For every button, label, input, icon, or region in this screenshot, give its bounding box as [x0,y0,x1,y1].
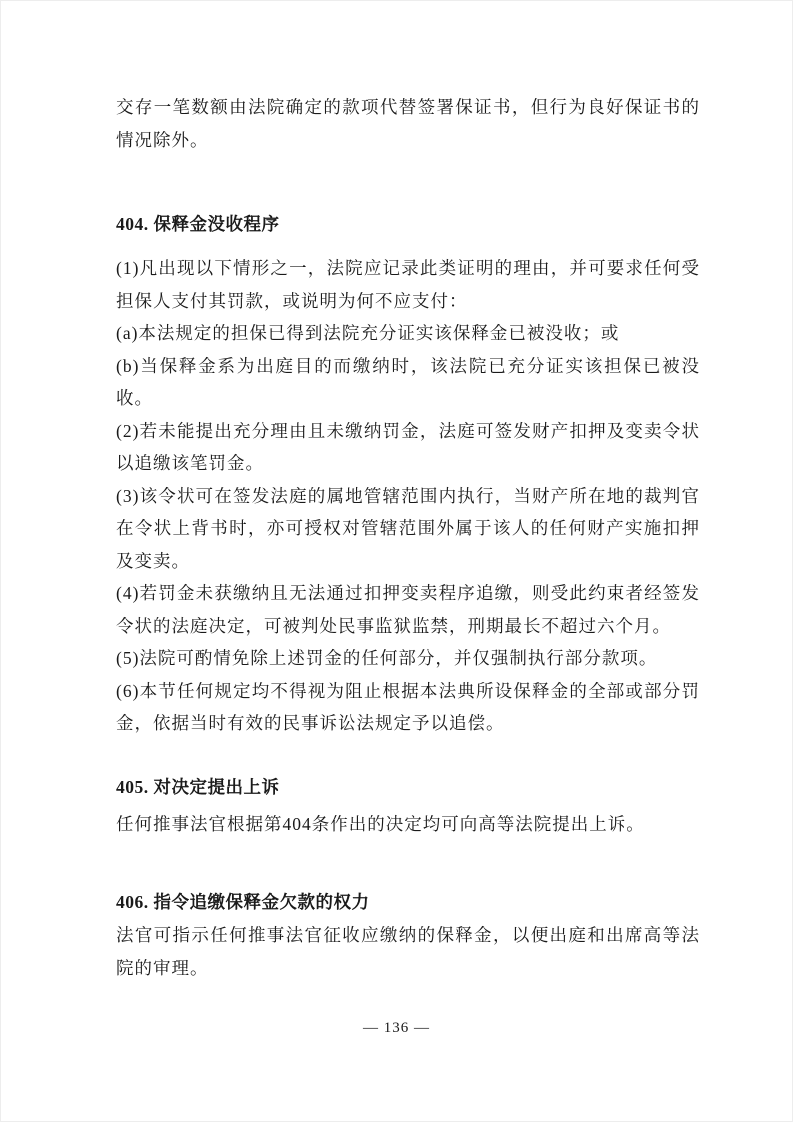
body-paragraph: 法官可指示任何推事法官征收应缴纳的保释金，以便出庭和出席高等法院的审理。 [116,925,700,978]
section-heading-404: 404. 保释金没收程序 [116,214,280,234]
body-paragraph: (6)本节任何规定均不得视为阻止根据本法典所设保释金的全部或部分罚金，依据当时有效的民事诉讼法规定予以追偿。 [116,680,700,733]
section-405 [116,771,700,841]
intro-paragraph: 交存一笔数额由法院确定的款项代替签署保证书，但行为良好保证书的情况除外。 [116,97,700,150]
section-406 [116,886,700,984]
body-paragraph: (a)本法规定的担保已得到法院充分证实该保释金已被没收；或 [116,323,620,343]
body-paragraph: (1)凡出现以下情形之一，法院应记录此类证明的理由，并可要求任何受担保人支付其罚款，或说明为何不应支付： [116,258,700,311]
body-paragraph: (2)若未能提出充分理由且未缴纳罚金，法庭可签发财产扣押及变卖令状以追缴该笔罚金。 [116,420,700,473]
body-paragraph: 任何推事法官根据第404条作出的决定均可向高等法院提出上诉。 [116,813,645,834]
body-paragraph: (5)法院可酌情免除上述罚金的任何部分，并仅强制执行部分款项。 [116,648,658,668]
section-404 [116,208,700,740]
section-heading-406: 406. 指令追缴保释金欠款的权力 [116,892,370,912]
section-heading-405: 405. 对决定提出上诉 [116,776,280,797]
page-number: — 136 — [363,1020,430,1036]
body-paragraph: (b)当保释金系为出庭目的而缴纳时，该法院已充分证实该担保已被没收。 [116,355,700,408]
body-paragraph: (3)该令状可在签发法庭的属地管辖范围内执行，当财产所在地的裁判官在令状上背书时，亦可授权对管辖范围外属于该人的任何财产实施扣押及变卖。 [116,485,700,571]
body-paragraph: (4)若罚金未获缴纳且无法通过扣押变卖程序追缴，则受此约束者经签发令状的法庭决定，可被判处民事监狱监禁，刑期最长不超过六个月。 [116,583,700,636]
